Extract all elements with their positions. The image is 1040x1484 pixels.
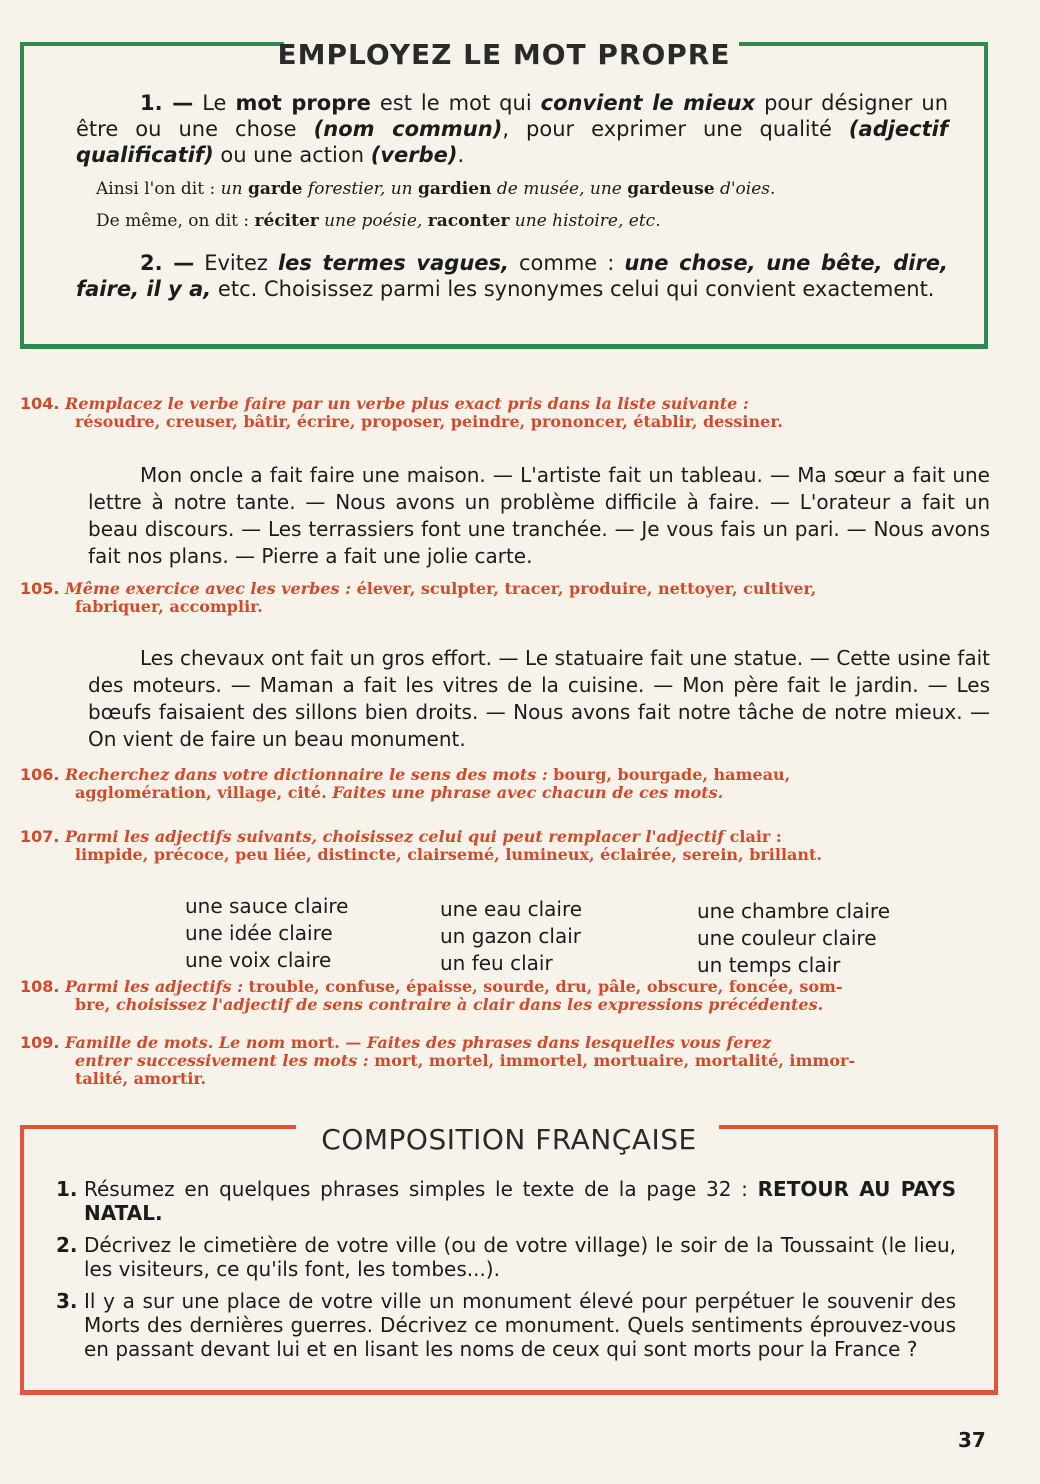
rule-box-title: EMPLOYEZ LE MOT PROPRE [277,38,731,71]
rule-1: 1. — Le mot propre est le mot qui convient le mieux pour désigner un être ou une chose (nom commun), pour exprimer une qualité (adjectif qualificatif) ou une action (verbe). [76,91,948,167]
phrase-item: un feu clair [440,951,553,975]
exercise-107-instruction: 107. Parmi les adjectifs suivants, choisissez celui qui peut remplacer l'adjectif clair : limpide, précoce, peu liée, distincte, clairsemé, lumineux, éclairée, serein, brillant. [20,827,822,864]
phrase-item: un gazon clair [440,924,582,948]
exercise-104-text: Mon oncle a fait faire une maison. — L'artiste fait un tableau. — Ma sœur a fait une lettre à notre tante. — Nous avons un problème difficile à faire. — L'orateur a fait un beau discours. — Les terrassiers font une tranchée. — Je vous fais un pari. — Nous avons fait nos plans. — Pierre a fait une jolie carte. [88,463,990,568]
composition-item-2: 2. Décrivez le cimetière de votre ville (ou de votre village) le soir de la Toussaint (le lieu, les visiteurs, ce qu'ils font, les tombes...). [56,1233,956,1281]
exercise-105-instruction: 105. Même exercice avec les verbes : élever, sculpter, tracer, produire, nettoyer, cultiver, fabriquer, accomplir. [20,579,817,616]
exercise-109-instruction: 109. Famille de mots. Le nom mort. — Faites des phrases dans lesquelles vous ferez entrer successivement les mots : mort, mortel, immortel, mortuaire, mortalité, immor- talité, amortir. [20,1033,856,1088]
adjectives-column-1 [185,893,348,974]
exercise-105-text: Les chevaux ont fait un gros effort. — Le statuaire fait une statue. — Cette usine fait des moteurs. — Maman a fait les vitres de la cuisine. — Mon père fait le jardin. — Les bœufs faisaient des sillons bien droits. — Nous avons fait notre tâche de notre mieux. — On vient de faire un beau monument. [88,646,990,751]
composition-box [20,1125,998,1395]
adjectives-column-2 [440,896,582,977]
exercise-108-instruction: 108. Parmi les adjectifs : trouble, confuse, épaisse, sourde, dru, pâle, obscure, foncée, som- bre, choisissez l'adjectif de sens contraire à clair dans les expressions précédentes. [20,977,843,1014]
rule-box [20,38,988,349]
exercise-104-instruction: 104. Remplacez le verbe faire par un verbe plus exact pris dans la liste suivante : résoudre, creuser, bâtir, écrire, proposer, peindre, prononcer, établir, dessiner. [20,394,783,431]
composition-item-3: 3. Il y a sur une place de votre ville un monument élevé pour perpétuer le souvenir des Morts des dernières guerres. Décrivez ce monument. Quels sentiments éprouvez-vous en passant devant lui et en lisant les noms de ceux qui sont morts pour la France ? [56,1289,956,1361]
phrase-item: un temps clair [697,953,841,977]
phrase-item: une sauce claire [185,894,349,918]
rule-2: 2. — Evitez les termes vagues, comme : une chose, une bête, dire, faire, il y a, etc. Choisissez parmi les synonymes celui qui convient exactement. [76,251,949,301]
phrase-item: une eau claire [440,897,583,921]
exercise-106-instruction: 106. Recherchez dans votre dictionnaire le sens des mots : bourg, bourgade, hameau, agglomération, village, cité. Faites une phrase avec chacun de ces mots. [20,765,791,802]
adjectives-column-3 [697,898,890,979]
rule-1-example-1: Ainsi l'on dit : un garde forestier, un gardien de musée, une gardeuse d'oies. [96,179,776,199]
phrase-item: une couleur claire [697,926,877,950]
rule-1-example-2: De même, on dit : réciter une poésie, raconter une histoire, etc. [96,211,661,231]
composition-item-1: 1. Résumez en quelques phrases simples le texte de la page 32 : RETOUR AU PAYS NATAL. [56,1177,956,1225]
phrase-item: une voix claire [185,948,332,972]
phrase-item: une chambre claire [697,899,891,923]
page-number: 37 [958,1428,986,1452]
composition-box-title: COMPOSITION FRANÇAISE [321,1123,697,1156]
phrase-item: une idée claire [185,921,333,945]
